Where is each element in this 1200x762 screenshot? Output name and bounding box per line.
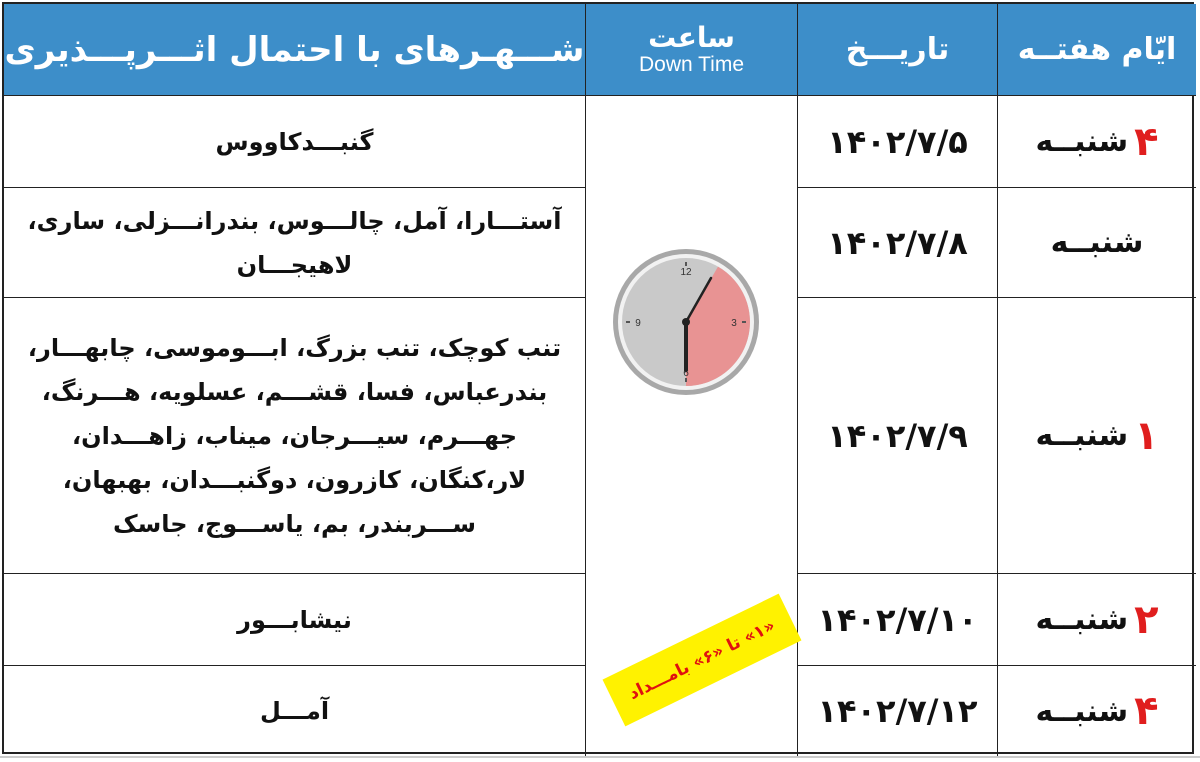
row-5-day-label: شنبــه [1035,693,1129,729]
row-3-day-num: ۱ [1134,412,1159,459]
downtime-table [2,2,1194,754]
clock-num-6: 6 [683,368,689,379]
clock-num-12: 12 [680,267,692,278]
row-4-day [998,574,1196,666]
row-2-day-label: شنبــه [1050,225,1144,260]
time-cell [586,96,798,756]
clock-icon [610,246,762,398]
row-5-day-num: ۴ [1134,688,1159,734]
page-bottom-rule [0,756,1200,758]
row-3-day-label: شنبــه [1035,418,1129,453]
row-4-day-num: ۲ [1134,596,1159,643]
header-date: تاریـــخ [798,4,998,96]
header-time-en: Down Time [638,53,745,77]
header-cities: شـــهـرهای با احتمال اثـــرپـــذیری [4,4,586,96]
clock-num-3: 3 [731,318,737,329]
clock-center [682,318,690,326]
time-badge: «۱» تا «۶» بامـــداد [603,594,802,727]
row-3-day [998,298,1196,574]
row-3-city: تنب کوچک، تنب بزرگ، ابـــوموسی، چابهـــار، بندرعباس، فسا، قشـــم، عسلویه، هـــرنگ، جهـــرم، سیـــرجان، میناب، زاهـــدان، لار،کنگان، کازرون، دوگنبـــدان، بهبهان، ســـربندر، بم، یاســـوج، جاسک [4,298,586,574]
header-time [586,4,798,96]
header-time-fa: ساعت [648,20,735,54]
row-3-date: ۱۴۰۲/۷/۹ [798,298,998,574]
row-1-day-num: ۴ [1134,118,1159,165]
header-weekday: ایّام هفتــه [998,4,1196,96]
row-1-day [998,96,1196,188]
row-1-day-label: شنبــه [1035,124,1129,159]
row-4-city: نیشابـــور [4,574,586,666]
row-1-city: گنبـــدکاووس [4,96,586,188]
row-2-city: آستـــارا، آمل، چالـــوس، بندرانـــزلی، ساری، لاهیجـــان [4,188,586,298]
row-5-date: ۱۴۰۲/۷/۱۲ [798,666,998,756]
row-1-date: ۱۴۰۲/۷/۵ [798,96,998,188]
row-4-day-label: شنبــه [1035,602,1129,637]
row-5-city: آمـــل [4,666,586,756]
row-2-date: ۱۴۰۲/۷/۸ [798,188,998,298]
row-5-day [998,666,1196,756]
row-4-date: ۱۴۰۲/۷/۱۰ [798,574,998,666]
row-2-day [998,188,1196,298]
clock-num-9: 9 [635,318,641,329]
